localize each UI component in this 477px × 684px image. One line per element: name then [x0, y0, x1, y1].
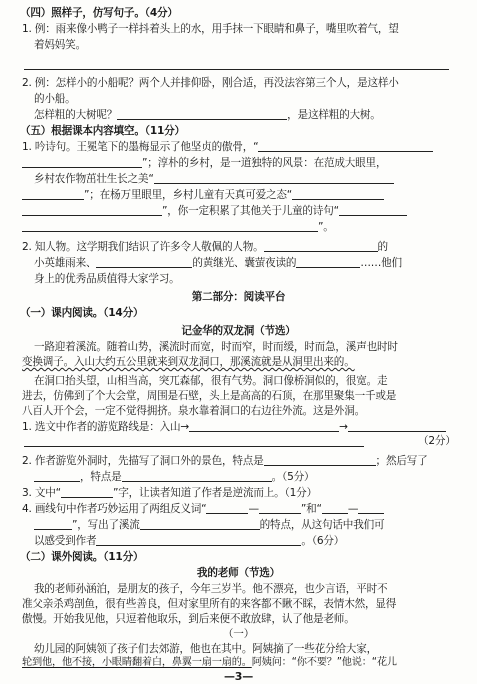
- q5-1-line-3: [34, 172, 394, 186]
- answer-blank[interactable]: [34, 470, 80, 482]
- section-4-title: （四）照样子，仿写句子。（4分）: [20, 7, 178, 19]
- q5-2-line-3: 身上的优秀品质值得大家学习。: [34, 273, 180, 285]
- reading-1-article-title: 记金华的双龙洞（节选）: [181, 325, 296, 337]
- answer-blank[interactable]: [264, 240, 378, 252]
- q5-1-text-2: ”；淳朴的乡村，是一道独特的风景：在范成大眼里，: [142, 157, 387, 169]
- part-2-title: 第二部分：阅读平台: [191, 291, 286, 303]
- q5-2-line-1: [22, 240, 388, 254]
- q5-1-text-6: ”。: [318, 221, 334, 233]
- answer-blank[interactable]: [292, 188, 384, 200]
- answer-blank[interactable]: [117, 108, 287, 120]
- rq1-line-1: [22, 420, 446, 434]
- rq2-line-1: [22, 454, 428, 468]
- answer-blank[interactable]: [96, 256, 192, 268]
- answer-blank[interactable]: [61, 486, 113, 498]
- rq4-text-3: ”，写出了溪流: [72, 519, 140, 531]
- answer-blank[interactable]: [34, 518, 72, 530]
- rq4-line-1: [22, 502, 384, 516]
- page-number: —3—: [223, 670, 254, 683]
- q4-2-line-2: 的小船。: [34, 93, 76, 105]
- answer-blank[interactable]: [206, 502, 248, 514]
- underlined-sentence: 变换调子。入山大约五公里就来到双龙洞口，那溪流就是从洞里出来的。: [22, 356, 355, 368]
- answer-blank[interactable]: [22, 220, 318, 232]
- q4-2-line-3: [34, 108, 381, 122]
- q4-2-line-1: 2. 例：怎样小的小船呢？两个人并排仰卧，刚合适，再没法容第三个人，是这样小: [22, 77, 399, 89]
- answer-blank[interactable]: [348, 420, 446, 432]
- answer-blank[interactable]: [154, 172, 394, 184]
- reading-1-p1-line-1: 一路迎着溪流。随着山势，溪流时而宽，时而窄，时而缓，时而急，溪声也时时: [34, 341, 398, 353]
- q5-1-text-4: ”；在杨万里眼里，乡村儿童有天真可爱之态“: [84, 189, 293, 201]
- reading-2-p2-line-1: 幼儿园的阿姨领了孩子们去郊游，他也在其中。阿姨摘了一些花分给大家，: [34, 643, 377, 655]
- q4-2-suffix: ，是这样粗的大树。: [287, 109, 381, 121]
- reading-2-article-title: 我的老师（节选）: [196, 567, 281, 579]
- rq4-text-1: 4. 画线句中作者巧妙运用了两组反义词“: [22, 503, 207, 515]
- answer-line[interactable]: [24, 69, 449, 70]
- rq1-text-1: 1. 选文中作者的游览路线是：入山→: [22, 421, 190, 433]
- rq4-text-5: 以感受到作者: [34, 535, 97, 547]
- q4-2-prompt: 怎样粗的大树呢？: [34, 109, 118, 121]
- answer-blank[interactable]: [22, 204, 162, 216]
- rq4-dash-1: —: [248, 503, 259, 515]
- answer-blank[interactable]: [339, 204, 407, 216]
- rq2-text-2: ；然后写了: [375, 455, 428, 467]
- answer-blank[interactable]: [140, 518, 260, 530]
- rq4-text-4: 的特点，从这句话中我们可: [259, 519, 385, 531]
- answer-blank[interactable]: [189, 420, 339, 432]
- answer-line[interactable]: [24, 446, 364, 447]
- q5-2-text-4: 的黄继光、囊萤夜读的: [192, 257, 297, 269]
- q5-1-text-3: 乡村农作物茁壮生长之美“: [34, 173, 154, 185]
- reading-2-p2-text: 阿姨问：“你不要？”他说：“花儿: [251, 657, 397, 668]
- underlined-sentence: 轮到他，他不接，小眼睛翻着白，鼻翼一扇一扇的。: [22, 657, 252, 668]
- reading-1-title: （一）课内阅读。（14分）: [20, 307, 144, 319]
- reading-1-p2-line-1: 在洞口抬头望，山相当高，突兀森郁，很有气势。洞口像桥洞似的，很宽。走: [34, 375, 388, 387]
- answer-blank[interactable]: [264, 454, 376, 466]
- q5-1-line-4: [22, 188, 384, 202]
- q4-1-line-2: 着妈妈笑。: [34, 39, 86, 51]
- q5-1-text-1: 1. 吟诗句。王冕笔下的墨梅显示了他坚贞的傲骨，“: [22, 141, 259, 153]
- rq4-line-3: [34, 534, 344, 548]
- reading-2-p1-line-2: 准父亲杀鸡剖鱼，很有些善良，但对家里所有的来客都不瞅不睬，表情木然，显得: [22, 598, 397, 610]
- answer-blank[interactable]: [22, 156, 142, 168]
- q5-1-text-5: ”，你一定积累了其他关于儿童的诗句“: [162, 205, 339, 217]
- answer-blank[interactable]: [122, 470, 272, 482]
- q4-1-line-1: 1. 例：雨来像小鸭子一样抖着头上的水，用手抹一下眼睛和鼻子，嘴里吹着气，望: [22, 23, 399, 35]
- q5-1-line-5: [22, 204, 407, 218]
- rq3-text-2: ”字，让读者知道了作者是逆流而上。（1分）: [112, 487, 317, 499]
- rq4-line-2: [34, 518, 384, 532]
- rq2-text-3: ，特点是: [80, 471, 122, 483]
- answer-blank[interactable]: [296, 256, 360, 268]
- reading-2-p1-line-3: 傲慢。开始我见他，只逗着他取乐，到后来便不敢放肆，认了他是老师。: [22, 613, 355, 625]
- section-5-title: （五）根据课本内容填空。（11分）: [20, 125, 185, 137]
- reading-1-p1-line-2: [22, 355, 355, 369]
- answer-blank[interactable]: [96, 534, 301, 546]
- q5-1-line-1: [22, 140, 433, 154]
- q5-1-line-6: [22, 220, 334, 234]
- answer-blank[interactable]: [22, 188, 84, 200]
- rq3-line: [22, 486, 317, 500]
- q5-2-line-2: [34, 256, 402, 270]
- rq2-line-2: [34, 470, 314, 484]
- q5-2-text-1: 2. 知人物。这学期我们结识了许多令人敬佩的人物。: [22, 241, 264, 253]
- rq4-text-2: ”和“: [300, 503, 322, 515]
- rq2-text-1: 2. 作者游览外洞时，先描写了洞口外的景色，特点是: [22, 455, 264, 467]
- reading-2-section-mark: （一）: [222, 628, 255, 640]
- rq1-arrow: →: [339, 421, 348, 433]
- q5-2-text-5: ……他们: [360, 257, 402, 269]
- answer-blank[interactable]: [322, 502, 348, 514]
- q5-1-line-2: [22, 156, 386, 170]
- reading-2-p1-line-1: 我的老师孙涵泊，是朋友的孩子，今年三岁半。他不漂亮，也少言语，平时不: [34, 583, 388, 595]
- answer-blank[interactable]: [358, 502, 384, 514]
- reading-2-title: （二）课外阅读。（11分）: [20, 551, 144, 563]
- rq1-score: （2分）: [418, 435, 456, 447]
- reading-1-p2-line-2: 进去，仿佛到了个大会堂，周围是石壁，头上是高高的石顶，在那里聚集一千或是: [22, 390, 397, 402]
- answer-blank[interactable]: [258, 140, 433, 152]
- reading-2-p2-line-2: [22, 656, 397, 670]
- q5-2-text-2: 的: [377, 241, 388, 253]
- answer-blank[interactable]: [259, 502, 301, 514]
- rq4-dash-2: —: [347, 503, 359, 515]
- q5-2-text-3: 小英雄雨来、: [34, 257, 97, 269]
- reading-1-p2-line-3: 八百人开个会，一定不觉得拥挤。泉水靠着洞口的右边往外流。这是外洞。: [22, 405, 365, 417]
- rq3-text-1: 3. 文中“: [22, 487, 61, 499]
- rq4-text-6: 。（6分）: [301, 535, 345, 547]
- rq2-text-4: 。（5分）: [271, 471, 315, 483]
